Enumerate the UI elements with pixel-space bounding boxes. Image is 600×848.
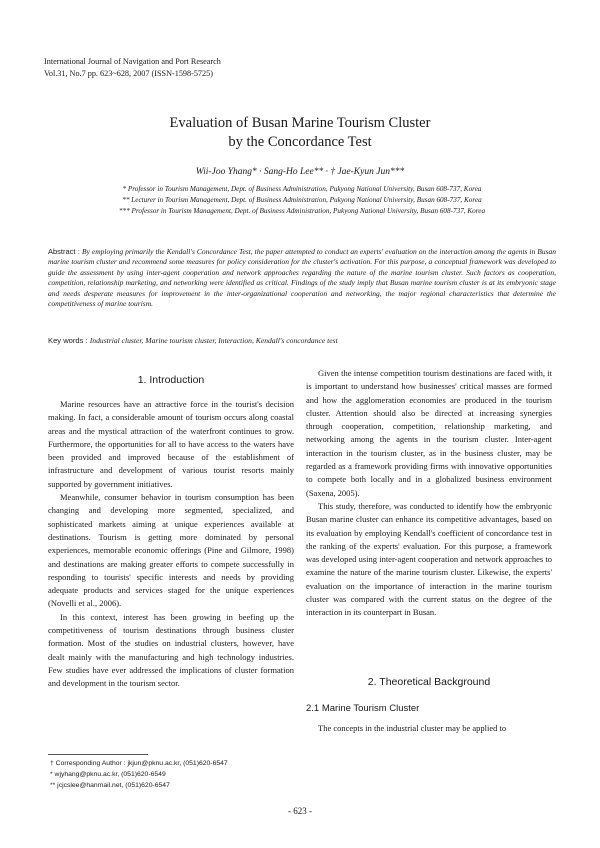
paragraph: This study, therefore, was conducted to identify how the embryonic Busan marine cluster can enhance its competitive advantages, based on its evaluation by employing Kendall's coefficient of concordance test in the ranking of the experts' evaluation. For this purpose, a framework was developed using inter-agent cooperation and network approaches to examine the nature of the marine tourism cluster. Likewise, the experts' evaluation on the importance of interaction in the marine tourism cluster was compared with the current status on the degree of the interaction in its counterpart in Busan. xyxy=(306,500,552,618)
affiliation-3: *** Professor in Tourism Management, Dept. of Business Administration, Pukyong National University, Busan 608-737, Korea xyxy=(118,207,486,215)
footnote-corresponding-author: † Corresponding Author : jkjun@pknu.ac.kr, (051)620-6547 xyxy=(50,760,228,767)
paper-title-line1: Evaluation of Busan Marine Tourism Cluster xyxy=(169,115,431,131)
paragraph: In this context, interest has been growing in beefing up the competitiveness of tourism destinations through business cluster formation. Most of the studies on industrial clusters, however, have dealt mainly with the manufacturing and high technology industries. Few studies have ever addressed the implications of cluster formation and development in the tourism sector. xyxy=(48,611,294,689)
paragraph: Marine resources have an attractive force in the tourist's decision making. In fact, a considerable amount of tourism occurs along coastal areas and the mystical attraction of the waterfront continues to grow. Furthermore, the opportunities for all to have access to the waters have been provided and improved because of the establishment of infrastructure and development of various tourist resorts mainly supported by government initiatives. xyxy=(48,399,294,489)
paragraph: The concepts in the industrial cluster may be applied to xyxy=(318,723,507,733)
footnote-author-2: ** jcjcslee@hanmail.net, (051)620-6547 xyxy=(50,782,170,789)
author-list: Wii-Joo Yhang* · Sang-Ho Lee** · † Jae-Kyun Jun*** xyxy=(195,167,405,177)
left-column xyxy=(48,398,294,691)
journal-name: International Journal of Navigation and Port Research xyxy=(44,57,221,66)
footnote-divider xyxy=(48,754,148,755)
keywords xyxy=(48,336,556,345)
affiliation-1: * Professor in Tourism Management, Dept. of Business Administration, Pukyong National University, Busan 608-737, Korea xyxy=(122,185,482,193)
section-heading-introduction: 1. Introduction xyxy=(137,374,205,386)
page-number: - 623 - xyxy=(288,806,312,816)
keywords-text: Industrial cluster, Marine tourism cluster, Interaction, Kendall's concordance test xyxy=(89,336,338,345)
journal-header xyxy=(44,56,221,80)
paragraph: Given the intense competition tourism destinations are faced with, it is important to understand how businesses' critical masses are formed and how the agglomeration economies are produced in the tourism cluster. Attention should also be directed at increasing synergies through cooperation, competition, relationship marketing, and networking among the agents in the tourism cluster. Inter-agent interaction in the tourism cluster, as in the business cluster, may be regarded as a framework providing firms with innovative opportunities to compete both locally and in a globalized business environment (Saxena, 2005). xyxy=(306,368,552,498)
journal-issue: Vol.31, No.7 pp. 623~628, 2007 (ISSN-1598-5725) xyxy=(44,69,213,78)
right-column-continued xyxy=(306,722,552,735)
section-heading-theoretical-background: 2. Theoretical Background xyxy=(367,676,491,688)
keywords-label: Key words : xyxy=(48,336,90,345)
affiliation-2: ** Lecturer in Tourism Management, Dept. of Business Administration, Pukyong National University, Busan 608-737, Korea xyxy=(122,196,482,204)
abstract-text: By employing primarily the Kendall's Concordance Test, the paper attempted to conduct an experts' evaluation on the interaction among the agents in Busan marine tourism cluster and recommend some measures for policy consideration for the cluster's activation. For this purpose, a conceptual framework was developed to guide the assessment by using inter-agent cooperation and network approaches regarding the nature of the marine tourism cluster. Such factors as cooperation, competition, relationship marketing, and networking were identified as critical. Findings of the study imply that Busan marine tourism cluster is at its embryonic stage and needs desperate measures for improvement in the inter-organizational cooperation and networking, the major regional characteristics that determine the competitiveness of marine tourism. xyxy=(48,247,557,309)
right-column xyxy=(306,367,552,620)
paper-title-line2: by the Concordance Test xyxy=(228,134,372,150)
abstract xyxy=(48,247,556,309)
footnote-author-1: * wjyhang@pknu.ac.kr, (051)620-6549 xyxy=(50,771,166,778)
footnotes xyxy=(50,758,228,791)
affiliations xyxy=(52,184,552,217)
abstract-label: Abstract : xyxy=(48,247,82,256)
subsection-heading-marine-tourism-cluster: 2.1 Marine Tourism Cluster xyxy=(306,703,420,714)
paragraph: Meanwhile, consumer behavior in tourism consumption has been changing and developing more segmented, specialized, and sophisticated markets aiming at unique experiences available at destinations. Tourism is getting more dominated by personal experiences, memorable economic offerings (Pine and Gilmore, 1998) and destinations are making greater efforts to compete successfully in responding to tourists' specific interests and needs by providing adequate products and services staged for the unique experiences (Novelli et al., 2006). xyxy=(48,492,294,609)
